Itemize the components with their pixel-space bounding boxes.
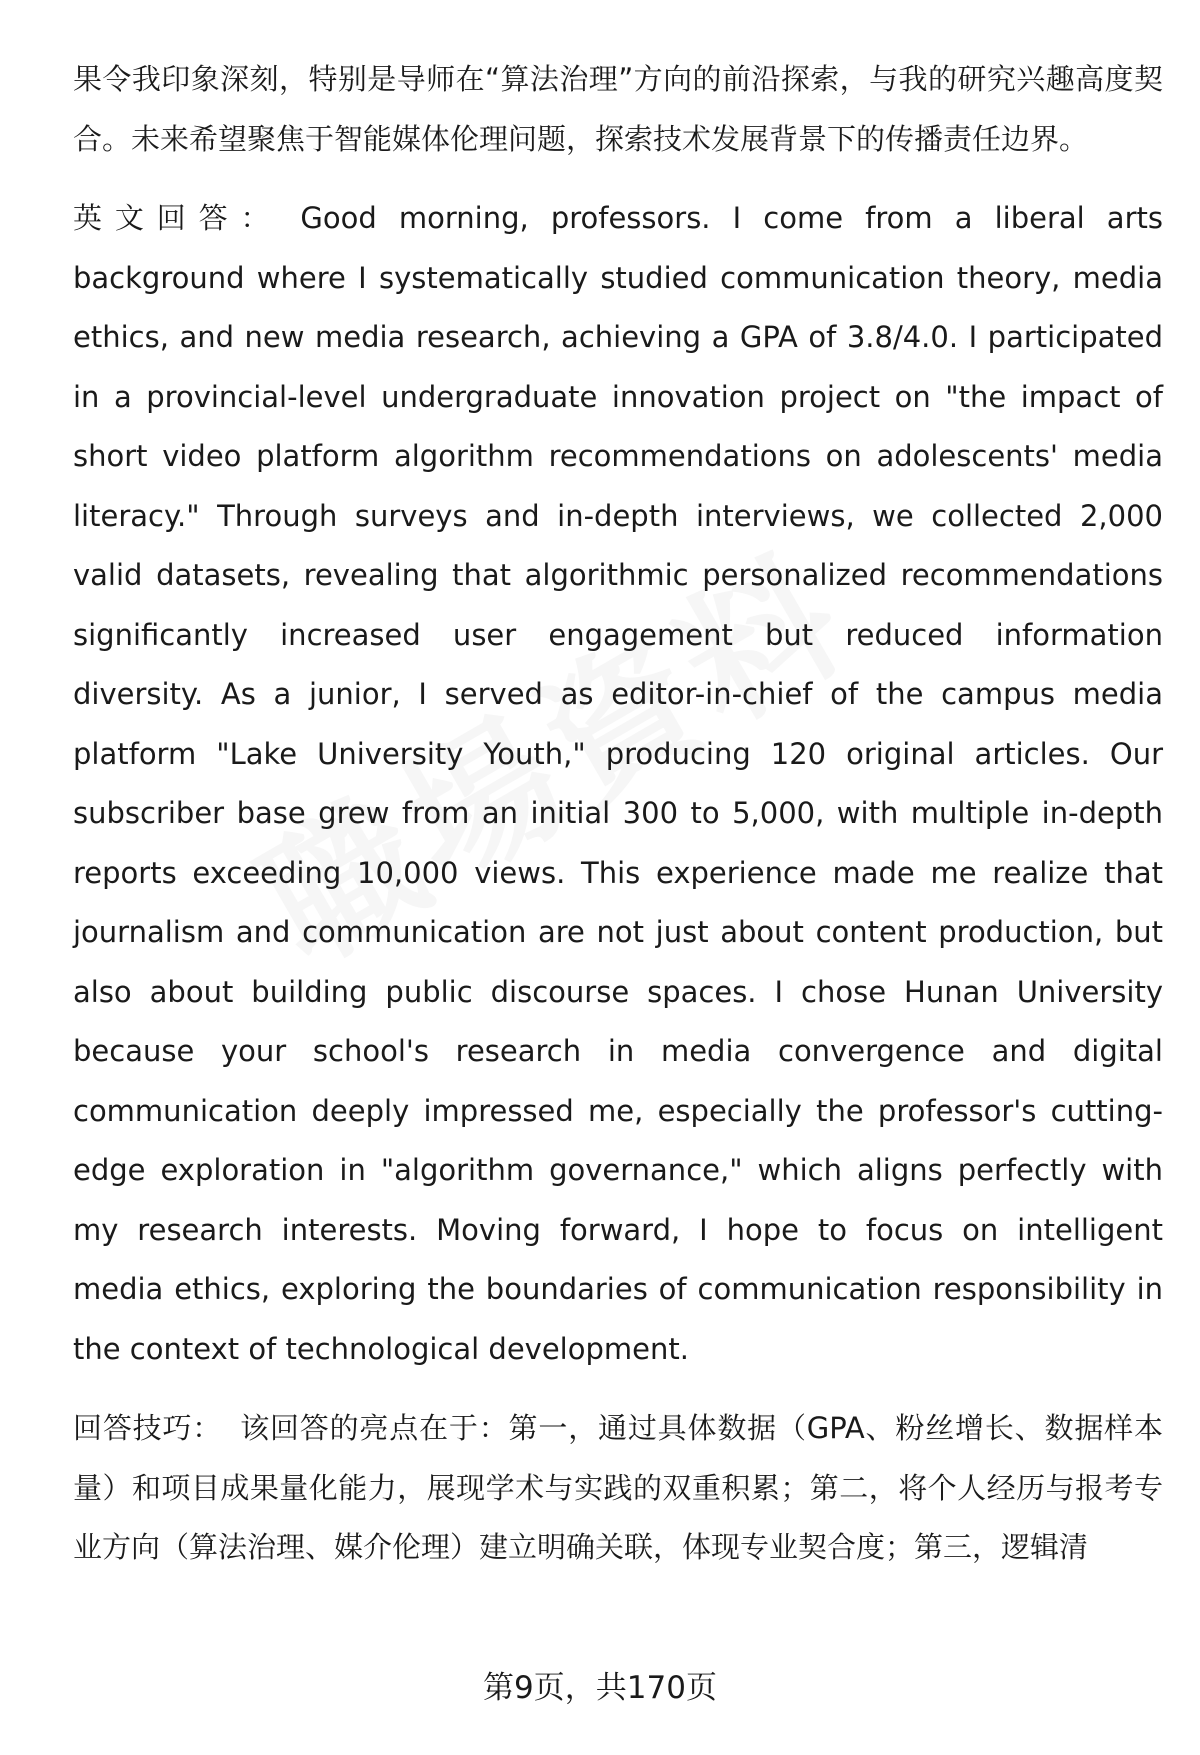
- tips-paragraph: [73, 1399, 1163, 1578]
- document-body: [73, 50, 1163, 1578]
- tips-label: 回答技巧：: [73, 1411, 223, 1445]
- english-answer-text: Good morning, professors. I come from a liberal arts background where I systematically studied communication theory, media ethics, and new media research, achieving a GPA of 3.8/4.0. I participated in a provincial-level undergraduate innovation project on "the impact of short video platform algorithm recommendations on adolescents' media literacy." Through surveys and in-depth interviews, we collected 2,000 valid datasets, revealing that algorithmic personalized recommendations significantly increased user engagement but reduced information diversity. As a junior, I served as editor-in-chief of the campus media platform "Lake University Youth," producing 120 original articles. Our subscriber base grew from an initial 300 to 5,000, with multiple in-depth reports exceeding 10,000 views. This experience made me realize that journalism and communication are not just about content production, but also about building public discourse spaces. I chose Hunan University because your school's research in media convergence and digital communication deeply impressed me, especially the professor's cutting-edge exploration in "algorithm governance," which aligns perfectly with my research interests. Moving forward, I hope to focus on intelligent media ethics, exploring the boundaries of communication responsibility in the context of technological development.: [73, 201, 1163, 1366]
- english-answer-paragraph: [73, 189, 1163, 1379]
- tips-text: 该回答的亮点在于：第一，通过具体数据（GPA、粉丝增长、数据样本量）和项目成果量化能力，展现学术与实践的双重积累；第二，将个人经历与报考专业方向（算法治理、媒介伦理）建立明确关联，体现专业契合度；第三，逻辑清: [73, 1411, 1163, 1564]
- page-footer: 第9页，共170页: [483, 1670, 717, 1706]
- intro-paragraph: 果令我印象深刻，特别是导师在“算法治理”方向的前沿探索，与我的研究兴趣高度契合。未来希望聚焦于智能媒体伦理问题，探索技术发展背景下的传播责任边界。: [73, 62, 1163, 156]
- english-answer-label: 英文回答：: [73, 201, 283, 235]
